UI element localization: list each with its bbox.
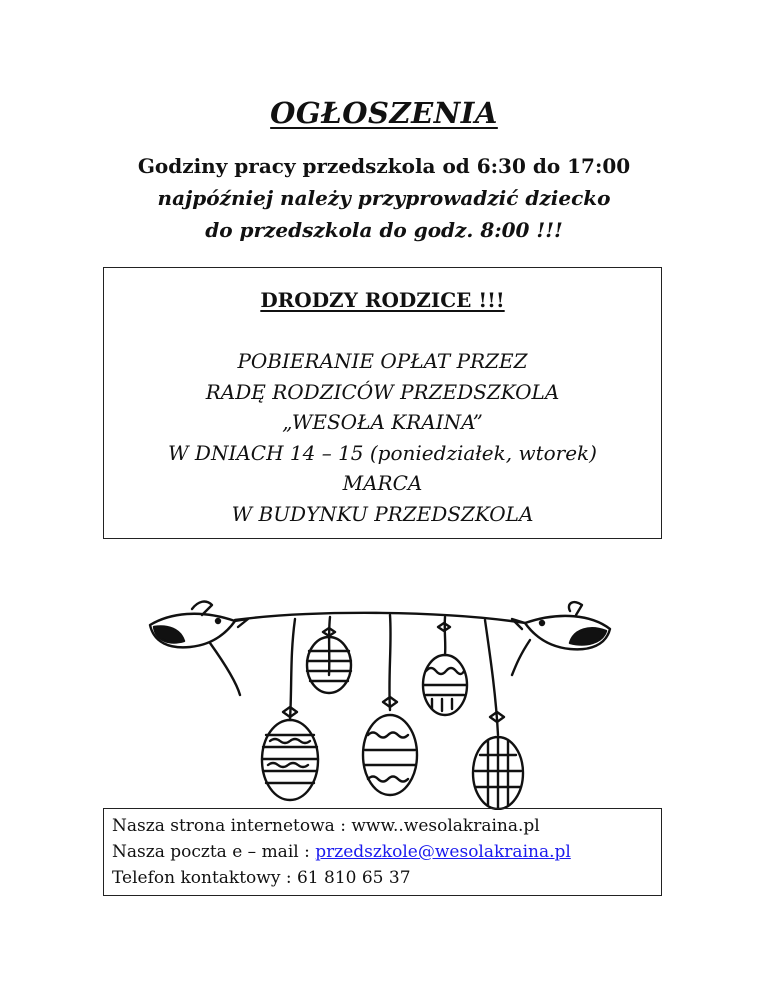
website-value: www..wesolakraina.pl (351, 816, 540, 836)
notice-body (104, 346, 661, 529)
email-line (112, 839, 661, 865)
contact-box (103, 808, 662, 896)
easter-egg-icon (262, 720, 318, 800)
dropoff-note-line-2: do przedszkola do godz. 8:00 !!! (205, 218, 563, 242)
notice-line: MARCA (342, 471, 423, 495)
notice-line: POBIERANIE OPŁAT PRZEZ (237, 349, 528, 373)
phone-value: 61 810 65 37 (296, 868, 411, 888)
left-bird-icon (150, 602, 248, 695)
easter-egg-icon (473, 737, 523, 809)
dropoff-note-line-1: najpóźniej należy przyprowadzić dziecko (157, 186, 611, 210)
email-link[interactable]: przedszkole@wesolakraina.pl (315, 842, 571, 862)
website-line (112, 813, 661, 839)
easter-egg-icon (423, 655, 467, 715)
opening-hours-block (0, 150, 768, 246)
easter-egg-icon (363, 715, 417, 795)
easter-eggs-birds-garland-icon (140, 595, 620, 810)
website-label: Nasza strona internetowa : (112, 816, 352, 836)
opening-hours-line: Godziny pracy przedszkola od 6:30 do 17:00 (137, 154, 631, 178)
phone-label: Telefon kontaktowy : (112, 868, 297, 888)
notice-line: RADĘ RODZICÓW PRZEDSZKOLA (205, 379, 560, 404)
notice-line: „WESOŁA KRAINA” (282, 410, 483, 434)
notice-line: W DNIACH 14 – 15 (poniedziałek, wtorek) (168, 440, 597, 465)
notice-heading: DRODZY RODZICE !!! (260, 288, 505, 312)
phone-line (112, 865, 661, 891)
right-bird-icon (512, 602, 610, 675)
payment-notice-box (103, 267, 662, 539)
notice-line: W BUDYNKU PRZEDSZKOLA (231, 501, 534, 526)
page-title: OGŁOSZENIA (270, 96, 498, 130)
email-label: Nasza poczta e – mail : (112, 842, 316, 862)
